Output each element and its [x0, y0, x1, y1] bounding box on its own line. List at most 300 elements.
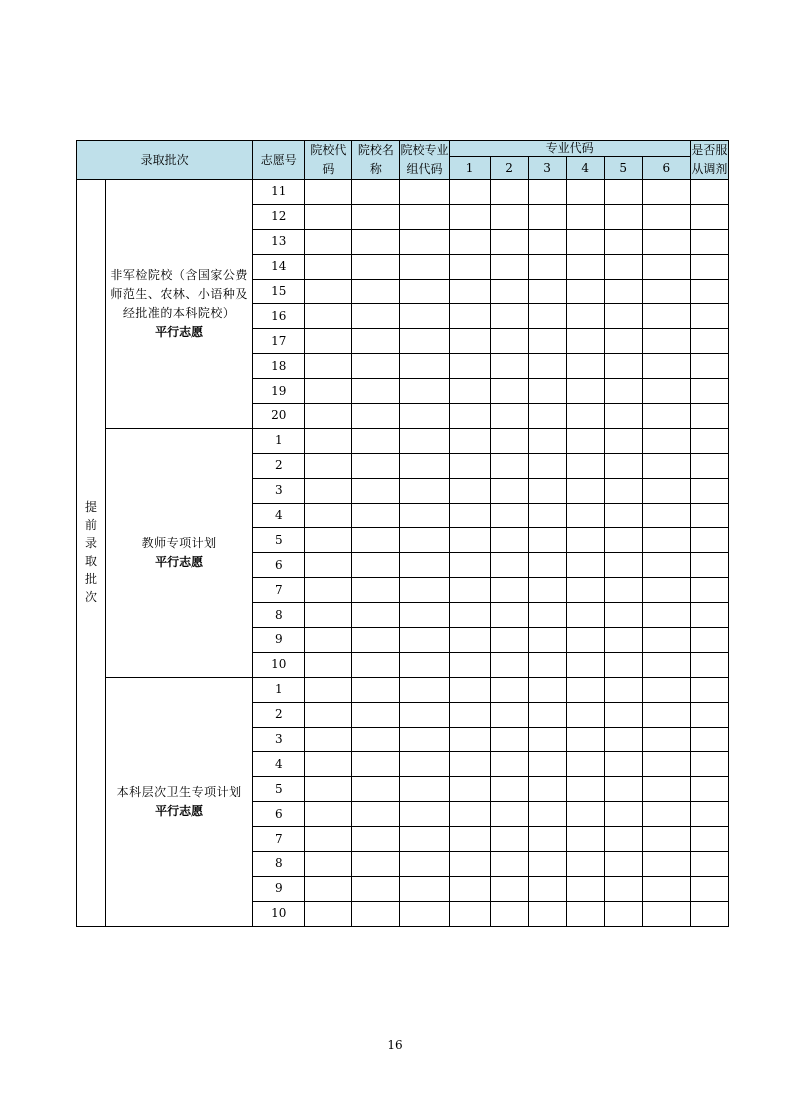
major-2-cell[interactable]: [490, 279, 528, 304]
major-2-cell[interactable]: [490, 876, 528, 901]
adjust-cell[interactable]: [690, 802, 728, 827]
major-4-cell[interactable]: [566, 354, 604, 379]
school-code-cell[interactable]: [305, 628, 352, 653]
major-1-cell[interactable]: [449, 827, 490, 852]
major-6-cell[interactable]: [642, 229, 690, 254]
school-name-cell[interactable]: [352, 702, 400, 727]
school-code-cell[interactable]: [305, 379, 352, 404]
group-code-cell[interactable]: [400, 279, 449, 304]
major-2-cell[interactable]: [490, 727, 528, 752]
major-3-cell[interactable]: [528, 478, 566, 503]
group-code-cell[interactable]: [400, 453, 449, 478]
school-code-cell[interactable]: [305, 578, 352, 603]
school-name-cell[interactable]: [352, 876, 400, 901]
school-name-cell[interactable]: [352, 578, 400, 603]
major-2-cell[interactable]: [490, 603, 528, 628]
school-name-cell[interactable]: [352, 727, 400, 752]
major-3-cell[interactable]: [528, 404, 566, 429]
major-1-cell[interactable]: [449, 428, 490, 453]
school-code-cell[interactable]: [305, 329, 352, 354]
major-6-cell[interactable]: [642, 852, 690, 877]
major-2-cell[interactable]: [490, 578, 528, 603]
group-code-cell[interactable]: [400, 503, 449, 528]
major-5-cell[interactable]: [604, 329, 642, 354]
major-3-cell[interactable]: [528, 503, 566, 528]
major-5-cell[interactable]: [604, 503, 642, 528]
major-6-cell[interactable]: [642, 428, 690, 453]
major-5-cell[interactable]: [604, 204, 642, 229]
major-3-cell[interactable]: [528, 279, 566, 304]
group-code-cell[interactable]: [400, 727, 449, 752]
school-code-cell[interactable]: [305, 204, 352, 229]
school-code-cell[interactable]: [305, 528, 352, 553]
adjust-cell[interactable]: [690, 428, 728, 453]
school-code-cell[interactable]: [305, 254, 352, 279]
major-1-cell[interactable]: [449, 727, 490, 752]
major-1-cell[interactable]: [449, 204, 490, 229]
school-name-cell[interactable]: [352, 528, 400, 553]
major-6-cell[interactable]: [642, 628, 690, 653]
school-name-cell[interactable]: [352, 204, 400, 229]
adjust-cell[interactable]: [690, 354, 728, 379]
school-name-cell[interactable]: [352, 628, 400, 653]
major-1-cell[interactable]: [449, 503, 490, 528]
major-1-cell[interactable]: [449, 603, 490, 628]
adjust-cell[interactable]: [690, 254, 728, 279]
major-5-cell[interactable]: [604, 229, 642, 254]
major-3-cell[interactable]: [528, 852, 566, 877]
major-2-cell[interactable]: [490, 503, 528, 528]
major-4-cell[interactable]: [566, 652, 604, 677]
major-6-cell[interactable]: [642, 603, 690, 628]
group-code-cell[interactable]: [400, 329, 449, 354]
major-6-cell[interactable]: [642, 677, 690, 702]
major-6-cell[interactable]: [642, 254, 690, 279]
major-2-cell[interactable]: [490, 852, 528, 877]
major-4-cell[interactable]: [566, 503, 604, 528]
major-6-cell[interactable]: [642, 478, 690, 503]
major-5-cell[interactable]: [604, 802, 642, 827]
major-5-cell[interactable]: [604, 677, 642, 702]
group-code-cell[interactable]: [400, 478, 449, 503]
major-2-cell[interactable]: [490, 379, 528, 404]
major-1-cell[interactable]: [449, 876, 490, 901]
major-6-cell[interactable]: [642, 329, 690, 354]
group-code-cell[interactable]: [400, 578, 449, 603]
major-5-cell[interactable]: [604, 876, 642, 901]
major-3-cell[interactable]: [528, 578, 566, 603]
adjust-cell[interactable]: [690, 852, 728, 877]
group-code-cell[interactable]: [400, 852, 449, 877]
school-code-cell[interactable]: [305, 777, 352, 802]
major-4-cell[interactable]: [566, 279, 604, 304]
major-5-cell[interactable]: [604, 578, 642, 603]
group-code-cell[interactable]: [400, 802, 449, 827]
major-2-cell[interactable]: [490, 528, 528, 553]
major-5-cell[interactable]: [604, 379, 642, 404]
school-code-cell[interactable]: [305, 876, 352, 901]
school-name-cell[interactable]: [352, 254, 400, 279]
major-3-cell[interactable]: [528, 603, 566, 628]
major-4-cell[interactable]: [566, 478, 604, 503]
major-5-cell[interactable]: [604, 727, 642, 752]
school-code-cell[interactable]: [305, 852, 352, 877]
major-4-cell[interactable]: [566, 702, 604, 727]
group-code-cell[interactable]: [400, 354, 449, 379]
adjust-cell[interactable]: [690, 279, 728, 304]
major-2-cell[interactable]: [490, 802, 528, 827]
major-1-cell[interactable]: [449, 180, 490, 205]
adjust-cell[interactable]: [690, 876, 728, 901]
major-1-cell[interactable]: [449, 652, 490, 677]
major-5-cell[interactable]: [604, 777, 642, 802]
adjust-cell[interactable]: [690, 578, 728, 603]
major-5-cell[interactable]: [604, 254, 642, 279]
major-2-cell[interactable]: [490, 652, 528, 677]
school-code-cell[interactable]: [305, 752, 352, 777]
major-2-cell[interactable]: [490, 901, 528, 926]
major-4-cell[interactable]: [566, 453, 604, 478]
school-name-cell[interactable]: [352, 777, 400, 802]
group-code-cell[interactable]: [400, 652, 449, 677]
major-3-cell[interactable]: [528, 229, 566, 254]
school-code-cell[interactable]: [305, 229, 352, 254]
group-code-cell[interactable]: [400, 404, 449, 429]
group-code-cell[interactable]: [400, 379, 449, 404]
adjust-cell[interactable]: [690, 628, 728, 653]
major-6-cell[interactable]: [642, 304, 690, 329]
major-6-cell[interactable]: [642, 279, 690, 304]
major-2-cell[interactable]: [490, 752, 528, 777]
major-3-cell[interactable]: [528, 354, 566, 379]
school-code-cell[interactable]: [305, 827, 352, 852]
major-3-cell[interactable]: [528, 180, 566, 205]
major-5-cell[interactable]: [604, 652, 642, 677]
major-4-cell[interactable]: [566, 578, 604, 603]
major-2-cell[interactable]: [490, 478, 528, 503]
major-2-cell[interactable]: [490, 677, 528, 702]
major-1-cell[interactable]: [449, 329, 490, 354]
major-6-cell[interactable]: [642, 652, 690, 677]
major-1-cell[interactable]: [449, 752, 490, 777]
major-3-cell[interactable]: [528, 329, 566, 354]
major-6-cell[interactable]: [642, 354, 690, 379]
major-4-cell[interactable]: [566, 777, 604, 802]
major-5-cell[interactable]: [604, 553, 642, 578]
major-6-cell[interactable]: [642, 901, 690, 926]
school-name-cell[interactable]: [352, 428, 400, 453]
major-1-cell[interactable]: [449, 229, 490, 254]
major-5-cell[interactable]: [604, 453, 642, 478]
major-4-cell[interactable]: [566, 876, 604, 901]
adjust-cell[interactable]: [690, 727, 728, 752]
major-3-cell[interactable]: [528, 677, 566, 702]
school-name-cell[interactable]: [352, 901, 400, 926]
school-name-cell[interactable]: [352, 329, 400, 354]
group-code-cell[interactable]: [400, 901, 449, 926]
major-1-cell[interactable]: [449, 578, 490, 603]
major-4-cell[interactable]: [566, 802, 604, 827]
major-5-cell[interactable]: [604, 428, 642, 453]
major-1-cell[interactable]: [449, 453, 490, 478]
school-name-cell[interactable]: [352, 478, 400, 503]
major-4-cell[interactable]: [566, 901, 604, 926]
major-1-cell[interactable]: [449, 553, 490, 578]
school-name-cell[interactable]: [352, 652, 400, 677]
group-code-cell[interactable]: [400, 254, 449, 279]
major-4-cell[interactable]: [566, 379, 604, 404]
major-2-cell[interactable]: [490, 304, 528, 329]
major-2-cell[interactable]: [490, 702, 528, 727]
major-2-cell[interactable]: [490, 453, 528, 478]
school-name-cell[interactable]: [352, 677, 400, 702]
group-code-cell[interactable]: [400, 827, 449, 852]
major-1-cell[interactable]: [449, 901, 490, 926]
major-3-cell[interactable]: [528, 752, 566, 777]
school-code-cell[interactable]: [305, 180, 352, 205]
major-2-cell[interactable]: [490, 827, 528, 852]
school-code-cell[interactable]: [305, 677, 352, 702]
group-code-cell[interactable]: [400, 702, 449, 727]
major-4-cell[interactable]: [566, 528, 604, 553]
school-code-cell[interactable]: [305, 478, 352, 503]
major-6-cell[interactable]: [642, 752, 690, 777]
group-code-cell[interactable]: [400, 428, 449, 453]
major-4-cell[interactable]: [566, 204, 604, 229]
school-code-cell[interactable]: [305, 279, 352, 304]
major-6-cell[interactable]: [642, 204, 690, 229]
adjust-cell[interactable]: [690, 453, 728, 478]
school-code-cell[interactable]: [305, 901, 352, 926]
major-4-cell[interactable]: [566, 254, 604, 279]
group-code-cell[interactable]: [400, 528, 449, 553]
major-5-cell[interactable]: [604, 180, 642, 205]
major-2-cell[interactable]: [490, 229, 528, 254]
school-name-cell[interactable]: [352, 304, 400, 329]
major-5-cell[interactable]: [604, 752, 642, 777]
major-1-cell[interactable]: [449, 478, 490, 503]
adjust-cell[interactable]: [690, 204, 728, 229]
school-name-cell[interactable]: [352, 229, 400, 254]
major-3-cell[interactable]: [528, 428, 566, 453]
major-4-cell[interactable]: [566, 727, 604, 752]
major-4-cell[interactable]: [566, 752, 604, 777]
major-1-cell[interactable]: [449, 702, 490, 727]
major-3-cell[interactable]: [528, 901, 566, 926]
school-name-cell[interactable]: [352, 827, 400, 852]
major-3-cell[interactable]: [528, 304, 566, 329]
major-3-cell[interactable]: [528, 379, 566, 404]
major-3-cell[interactable]: [528, 453, 566, 478]
major-6-cell[interactable]: [642, 180, 690, 205]
major-2-cell[interactable]: [490, 428, 528, 453]
major-4-cell[interactable]: [566, 603, 604, 628]
major-4-cell[interactable]: [566, 827, 604, 852]
school-name-cell[interactable]: [352, 404, 400, 429]
school-name-cell[interactable]: [352, 180, 400, 205]
major-2-cell[interactable]: [490, 404, 528, 429]
major-6-cell[interactable]: [642, 379, 690, 404]
major-4-cell[interactable]: [566, 852, 604, 877]
major-3-cell[interactable]: [528, 727, 566, 752]
major-6-cell[interactable]: [642, 453, 690, 478]
major-6-cell[interactable]: [642, 727, 690, 752]
major-2-cell[interactable]: [490, 628, 528, 653]
major-6-cell[interactable]: [642, 702, 690, 727]
school-name-cell[interactable]: [352, 503, 400, 528]
group-code-cell[interactable]: [400, 628, 449, 653]
major-5-cell[interactable]: [604, 528, 642, 553]
major-6-cell[interactable]: [642, 404, 690, 429]
major-6-cell[interactable]: [642, 827, 690, 852]
school-name-cell[interactable]: [352, 802, 400, 827]
school-name-cell[interactable]: [352, 752, 400, 777]
major-2-cell[interactable]: [490, 204, 528, 229]
adjust-cell[interactable]: [690, 553, 728, 578]
adjust-cell[interactable]: [690, 404, 728, 429]
adjust-cell[interactable]: [690, 379, 728, 404]
group-code-cell[interactable]: [400, 180, 449, 205]
major-3-cell[interactable]: [528, 528, 566, 553]
group-code-cell[interactable]: [400, 304, 449, 329]
major-2-cell[interactable]: [490, 329, 528, 354]
adjust-cell[interactable]: [690, 478, 728, 503]
major-4-cell[interactable]: [566, 329, 604, 354]
school-code-cell[interactable]: [305, 354, 352, 379]
adjust-cell[interactable]: [690, 329, 728, 354]
major-4-cell[interactable]: [566, 628, 604, 653]
major-3-cell[interactable]: [528, 827, 566, 852]
major-1-cell[interactable]: [449, 852, 490, 877]
major-6-cell[interactable]: [642, 578, 690, 603]
adjust-cell[interactable]: [690, 702, 728, 727]
major-5-cell[interactable]: [604, 603, 642, 628]
major-4-cell[interactable]: [566, 553, 604, 578]
major-6-cell[interactable]: [642, 553, 690, 578]
major-1-cell[interactable]: [449, 404, 490, 429]
major-1-cell[interactable]: [449, 279, 490, 304]
major-1-cell[interactable]: [449, 528, 490, 553]
group-code-cell[interactable]: [400, 603, 449, 628]
school-code-cell[interactable]: [305, 727, 352, 752]
school-name-cell[interactable]: [352, 453, 400, 478]
school-name-cell[interactable]: [352, 852, 400, 877]
major-4-cell[interactable]: [566, 180, 604, 205]
school-code-cell[interactable]: [305, 428, 352, 453]
major-5-cell[interactable]: [604, 478, 642, 503]
major-6-cell[interactable]: [642, 802, 690, 827]
major-6-cell[interactable]: [642, 503, 690, 528]
major-3-cell[interactable]: [528, 876, 566, 901]
major-5-cell[interactable]: [604, 628, 642, 653]
adjust-cell[interactable]: [690, 304, 728, 329]
major-6-cell[interactable]: [642, 876, 690, 901]
major-3-cell[interactable]: [528, 777, 566, 802]
major-4-cell[interactable]: [566, 677, 604, 702]
major-3-cell[interactable]: [528, 204, 566, 229]
major-5-cell[interactable]: [604, 827, 642, 852]
adjust-cell[interactable]: [690, 180, 728, 205]
group-code-cell[interactable]: [400, 204, 449, 229]
major-5-cell[interactable]: [604, 354, 642, 379]
major-3-cell[interactable]: [528, 628, 566, 653]
school-code-cell[interactable]: [305, 553, 352, 578]
major-6-cell[interactable]: [642, 528, 690, 553]
major-5-cell[interactable]: [604, 304, 642, 329]
group-code-cell[interactable]: [400, 777, 449, 802]
school-name-cell[interactable]: [352, 279, 400, 304]
school-code-cell[interactable]: [305, 503, 352, 528]
school-name-cell[interactable]: [352, 553, 400, 578]
major-1-cell[interactable]: [449, 354, 490, 379]
school-code-cell[interactable]: [305, 802, 352, 827]
major-4-cell[interactable]: [566, 404, 604, 429]
major-2-cell[interactable]: [490, 777, 528, 802]
adjust-cell[interactable]: [690, 528, 728, 553]
major-1-cell[interactable]: [449, 777, 490, 802]
school-code-cell[interactable]: [305, 304, 352, 329]
adjust-cell[interactable]: [690, 777, 728, 802]
adjust-cell[interactable]: [690, 229, 728, 254]
group-code-cell[interactable]: [400, 752, 449, 777]
adjust-cell[interactable]: [690, 677, 728, 702]
major-1-cell[interactable]: [449, 304, 490, 329]
school-name-cell[interactable]: [352, 354, 400, 379]
adjust-cell[interactable]: [690, 901, 728, 926]
major-2-cell[interactable]: [490, 180, 528, 205]
school-code-cell[interactable]: [305, 603, 352, 628]
school-name-cell[interactable]: [352, 603, 400, 628]
major-3-cell[interactable]: [528, 652, 566, 677]
adjust-cell[interactable]: [690, 827, 728, 852]
school-code-cell[interactable]: [305, 404, 352, 429]
adjust-cell[interactable]: [690, 603, 728, 628]
major-4-cell[interactable]: [566, 428, 604, 453]
major-5-cell[interactable]: [604, 279, 642, 304]
school-name-cell[interactable]: [352, 379, 400, 404]
major-5-cell[interactable]: [604, 901, 642, 926]
major-3-cell[interactable]: [528, 254, 566, 279]
major-3-cell[interactable]: [528, 802, 566, 827]
major-6-cell[interactable]: [642, 777, 690, 802]
major-4-cell[interactable]: [566, 304, 604, 329]
major-1-cell[interactable]: [449, 379, 490, 404]
major-2-cell[interactable]: [490, 354, 528, 379]
major-2-cell[interactable]: [490, 254, 528, 279]
group-code-cell[interactable]: [400, 229, 449, 254]
major-1-cell[interactable]: [449, 254, 490, 279]
major-3-cell[interactable]: [528, 553, 566, 578]
adjust-cell[interactable]: [690, 652, 728, 677]
adjust-cell[interactable]: [690, 503, 728, 528]
group-code-cell[interactable]: [400, 677, 449, 702]
major-4-cell[interactable]: [566, 229, 604, 254]
major-2-cell[interactable]: [490, 553, 528, 578]
adjust-cell[interactable]: [690, 752, 728, 777]
group-code-cell[interactable]: [400, 876, 449, 901]
major-5-cell[interactable]: [604, 852, 642, 877]
school-code-cell[interactable]: [305, 702, 352, 727]
major-1-cell[interactable]: [449, 677, 490, 702]
school-code-cell[interactable]: [305, 652, 352, 677]
major-5-cell[interactable]: [604, 404, 642, 429]
group-code-cell[interactable]: [400, 553, 449, 578]
major-1-cell[interactable]: [449, 802, 490, 827]
major-3-cell[interactable]: [528, 702, 566, 727]
major-1-cell[interactable]: [449, 628, 490, 653]
major-5-cell[interactable]: [604, 702, 642, 727]
school-code-cell[interactable]: [305, 453, 352, 478]
